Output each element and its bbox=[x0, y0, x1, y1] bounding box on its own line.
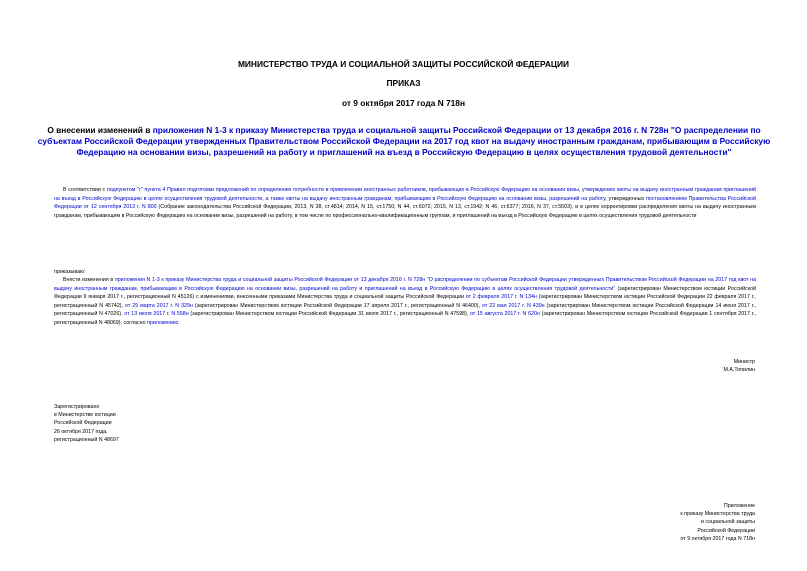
order-329n-link[interactable]: от 29 марта 2017 г. N 329н bbox=[125, 302, 193, 309]
document-type: ПРИКАЗ bbox=[386, 78, 421, 88]
body-text-4: (зарегистрирован Министерством юстиции Российской Федерации 17 апреля 2017 г., регистрационный N 46400), bbox=[192, 302, 483, 309]
body-text-2: (зарегистрирован Министерством юстиции Российской Федерации 9 января 2017 г., регистрационный N 45126) с изменениями, внесенными приказами Министерства труда и социальной защиты Российской Федерации bbox=[54, 285, 756, 301]
appendix-line-4: Российской Федерации bbox=[697, 527, 755, 534]
appendix-link[interactable]: приложению bbox=[147, 319, 179, 326]
registration-line-4: 26 октября 2017 года, bbox=[54, 428, 108, 435]
order-134n-link[interactable]: от 2 февраля 2017 г. N 134н bbox=[465, 294, 537, 301]
signature-block bbox=[724, 358, 755, 374]
rules-subparagraph-link[interactable]: подпунктом "г" пункта 4 Правил подготовки предложений по определению потребности в привлечении иностранных работников, прибывающих в Российскую Федерацию на основании визы, утверждению квоты на выдачу иностранным гражданам приглашений на въезд в Российскую Федерацию в целях осуществления трудовой деятельности, а также квоты на выдачу иностранным гражданам, прибывающим в Российскую Федерацию на основании визы, разрешений на работу bbox=[54, 187, 757, 202]
appendix-line-2: к приказу Министерства труда bbox=[680, 511, 755, 518]
body-text-8: . bbox=[178, 319, 180, 326]
order-620n-link[interactable]: от 15 августа 2017 г. N 620н bbox=[469, 311, 540, 318]
body-text-7: (зарегистрирован Министерством юстиции Российской Федерации 1 сентября 2017 г., регистрационный N 48069), согласно bbox=[54, 311, 757, 326]
body-text-6: (зарегистрирован Министерством юстиции Российской Федерации 31 июля 2017 г., регистрационный N 47598), bbox=[188, 311, 470, 318]
appendix-line-1: Приложение bbox=[723, 503, 755, 509]
appendix-line-5: от 9 октября 2017 года N 718н bbox=[680, 535, 755, 542]
intro-paragraph bbox=[54, 186, 756, 220]
signatory-name: М.А.Топилин bbox=[723, 367, 755, 374]
title-prefix: О внесении изменений в bbox=[47, 125, 153, 135]
registration-line-3: Российской Федерации bbox=[54, 420, 112, 427]
government-decree-link[interactable]: постановлением Правительства Российской Федерации от 12 сентября 2013 г. N 800 bbox=[54, 195, 756, 211]
appendix-line-3: и социальной защиты bbox=[700, 519, 755, 526]
body-text-1: Внести изменения в bbox=[63, 277, 115, 283]
body-text-3: (зарегистрирован Министерством юстиции Российской Федерации 22 февраля 2017 г., регистрационный N 45742), bbox=[54, 294, 756, 309]
registration-block bbox=[54, 403, 119, 444]
order-558n-link[interactable]: от 13 июля 2017 г. N 558н bbox=[124, 311, 189, 318]
intro-text-3: (Собрание законодательства Российской Федерации, 2013, N 38, ст.4814; 2014, N 15, ст.1750; N 44, ст.6072; 2015, N 13, ст.1942; N 46, ст.6377; 2016, N 37, ст.5503), и в целях корректировки распределения квоты на выдачу иностранным гражданам, прибывающим в Российскую Федерацию на основании визы, разрешений на работу, в том числе по профессионально-квалификационным группам, и приглашений на въезд в Российскую Федерацию в целях осуществления трудовой деятельности bbox=[54, 204, 756, 219]
registration-line-1: Зарегистрировано bbox=[54, 404, 100, 410]
body-text-5: (зарегистрирован Министерством юстиции Российской Федерации 14 июня 2017 г., регистрационный N 47026), bbox=[54, 302, 757, 318]
order-439n-link[interactable]: от 22 мая 2017 г. N 439н bbox=[482, 302, 545, 309]
intro-text-1: В соответствии с bbox=[63, 187, 107, 193]
decide-word: приказываю: bbox=[54, 269, 86, 275]
body-paragraph bbox=[54, 276, 756, 328]
document-date-number: от 9 октября 2017 года N 718н bbox=[341, 98, 466, 108]
appendix-block bbox=[680, 502, 755, 543]
ministry-name: МИНИСТЕРСТВО ТРУДА И СОЦИАЛЬНОЙ ЗАЩИТЫ РОССИЙСКОЙ ФЕДЕРАЦИИ bbox=[237, 59, 570, 69]
signatory-position: Министр bbox=[733, 359, 755, 365]
registration-line-5: регистрационный N 48697 bbox=[54, 436, 119, 443]
registration-line-2: в Министерстве юстиции bbox=[54, 412, 116, 419]
title-amended-order-link[interactable]: приложения N 1-3 к приказу Министерства труда и социальной защиты Российской Федерации от 13 декабря 2016 г. N 728н "О распределении по субъектам Российской Федерации утвержденных Правительством Российской Федерации на 2017 год квот на выдачу иностранным гражданам, прибывающим в Российскую Федерацию на основании визы, разрешений на работу и приглашений на въезд в Российскую Федерацию в целях осуществления трудовой деятельности" bbox=[37, 125, 771, 157]
document-title bbox=[34, 125, 774, 158]
amended-annexes-link[interactable]: приложения N 1-3 к приказу Министерства труда и социальной защиты Российской Федерации от 13 декабря 2016 г. N 728н "О распределении по субъектам Российской Федерации утвержденных Правительством Российской Федерации на 2017 год квот на выдачу иностранным гражданам, прибывающим в Российскую Федерацию на основании визы, разрешений на работу и приглашений на въезд в Российскую Федерацию в целях осуществления трудовой деятельности" bbox=[54, 277, 756, 292]
intro-text-2: , утвержденных bbox=[605, 195, 646, 202]
